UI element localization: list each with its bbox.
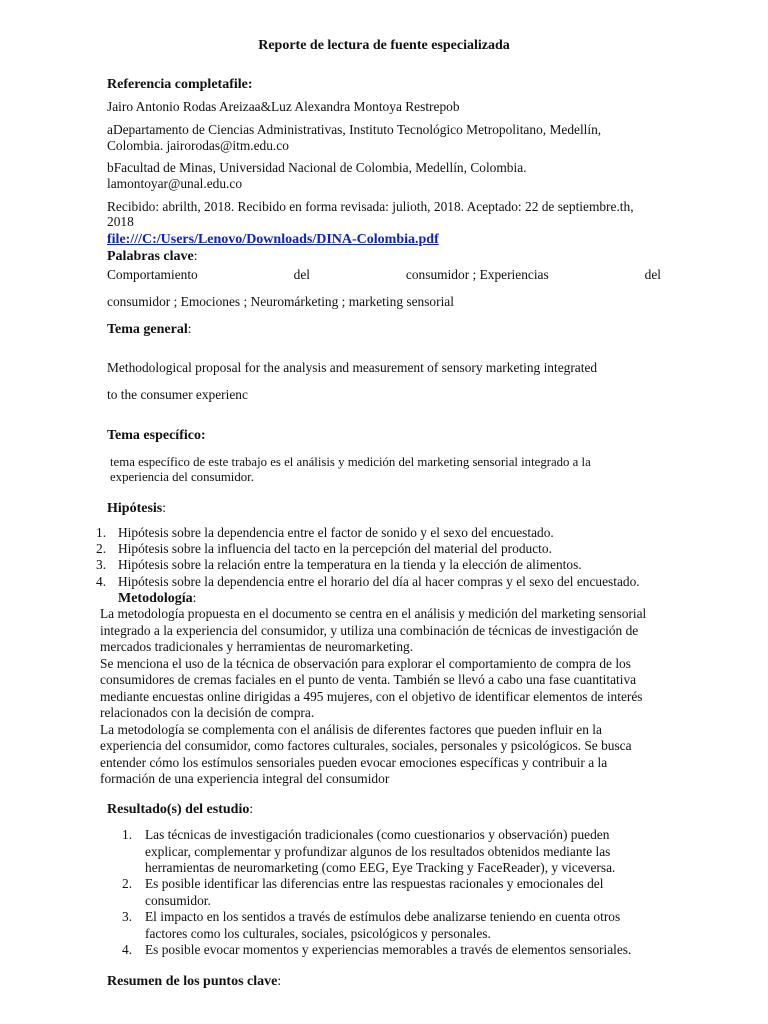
list-number: 4.: [96, 574, 107, 589]
list-number: 1.: [122, 827, 133, 842]
metodologia-label: [118, 590, 196, 608]
metodologia-line: entender cómo los estímulos sensoriales pueden evocar emociones específicas y contribuir a la: [100, 754, 608, 770]
resultados-heading: Resultado(s) del estudio: [107, 802, 250, 817]
resumen-label: [107, 973, 281, 991]
dates-line2: 2018: [107, 214, 134, 229]
list-item-text: [145, 909, 620, 942]
affiliation-a-line1: aDepartamento de Ciencias Administrativas, Instituto Tecnológico Metropolitano, Medellín,: [107, 122, 602, 137]
affiliation-a-line2: Colombia. jairorodas@itm.edu.co: [107, 138, 289, 153]
authors: Jairo Antonio Rodas Areizaa&Luz Alexandra Montoya Restrepob: [107, 99, 460, 114]
resultados-colon: :: [249, 801, 254, 816]
page-title: Reporte de lectura de fuente especializada: [258, 38, 510, 53]
tema-especifico-line2: experiencia del consumidor.: [110, 470, 254, 484]
list-item-line: herramientas de neuromarketing (como EEG, Eye Tracking y FaceReader), y viceversa.: [145, 860, 616, 875]
metodologia-line: La metodología propuesta en el documento se centra en el análisis y medición del marketing sensorial: [100, 606, 647, 621]
metodologia-line: relacionados con la decisión de compra.: [100, 705, 315, 720]
keywords-line1: [107, 267, 661, 284]
list-item-line: explicar, complementar y profundizar algunos de los resultados obtenidos mediante las: [145, 843, 611, 859]
metodologia-line: Se menciona el uso de la técnica de observación para explorar el comportamiento de compra de los: [100, 655, 631, 671]
list-item-text: [145, 942, 631, 959]
list-item-line: El impacto en los sentidos a través de estímulos debe analizarse teniendo en cuenta otros: [145, 909, 621, 924]
list-item-text: Hipótesis sobre la dependencia entre el factor de sonido y el sexo del encuestado.: [118, 525, 554, 540]
keywords-line2: consumidor ; Emociones ; Neuromárketing ; marketing sensorial: [107, 294, 454, 309]
list-item-line: factores como los culturales, sociales, psicológicos y personales.: [145, 925, 491, 941]
list-item-text: Hipótesis sobre la dependencia entre el horario del día al hacer compras y el sexo del encuestado.: [118, 574, 640, 589]
metodologia-colon: :: [192, 590, 197, 605]
hipotesis-label: [107, 500, 166, 518]
resultados-label: [107, 801, 253, 819]
list-number: 4.: [122, 942, 133, 957]
palabras-clave-label: [107, 248, 197, 266]
keyword-word: consumidor ; Experiencias: [405, 267, 549, 282]
metodologia-body: [100, 606, 646, 788]
metodologia-line: La metodología se complementa con el análisis de diferentes factores que pueden influir en la: [100, 721, 602, 737]
list-item-text: [145, 827, 615, 877]
list-item-line: Es posible identificar las diferencias entre las respuestas racionales y emocionales del: [145, 876, 604, 891]
list-item-line: Las técnicas de investigación tradicionales (como cuestionarios y observación) pueden: [145, 827, 610, 842]
tema-general-colon: :: [187, 321, 192, 336]
metodologia-line: mediante encuestas online dirigidas a 495 mujeres, con el objetivo de identificar elementos de interés: [100, 688, 643, 704]
metodologia-line: mercados tradicionales y herramientas de neuromarketing.: [100, 639, 414, 654]
list-number: 2.: [96, 541, 107, 556]
list-number: 3.: [96, 557, 107, 572]
list-number: 1.: [96, 525, 107, 540]
list-item-line: Es posible evocar momentos y experiencias memorables a través de elementos sensoriales.: [145, 942, 632, 957]
metodologia-line: experiencia del consumidor, como factores culturales, sociales, personales y psicológicos. Se busca: [100, 738, 632, 753]
referencia-heading: Referencia completafile:: [107, 77, 253, 92]
tema-general-label: [107, 321, 191, 339]
tema-especifico-heading: Tema específico:: [107, 428, 206, 443]
palabras-clave-colon: :: [193, 248, 198, 263]
list-item-line: consumidor.: [145, 892, 211, 908]
list-item-text: Hipótesis sobre la influencia del tacto en la percepción del material del producto.: [118, 541, 552, 556]
source-file-link[interactable]: file:///C:/Users/Lenovo/Downloads/DINA-Colombia.pdf: [107, 232, 439, 247]
tema-general-line2: to the consumer experienc: [107, 387, 248, 402]
hipotesis-heading: Hipótesis: [107, 501, 163, 516]
keyword-word: del: [644, 267, 661, 282]
hipotesis-colon: :: [162, 500, 166, 515]
metodologia-line: consumidores de cremas faciales en el punto de venta. También se llevó a cabo una fase cuantitativa: [100, 672, 637, 687]
list-number: 2.: [122, 876, 133, 891]
metodologia-line: formación de una experiencia integral del consumidor: [100, 771, 390, 786]
affiliation-b-line1: bFacultad de Minas, Universidad Nacional de Colombia, Medellín, Colombia.: [107, 160, 527, 175]
list-number: 3.: [122, 909, 133, 924]
tema-especifico-line1: tema específico de este trabajo es el análisis y medición del marketing sensorial integrado a la: [110, 455, 591, 469]
metodologia-line: integrado a la experiencia del consumidor, y utiliza una combinación de técnicas de investigación de: [100, 622, 639, 638]
list-item-text: Hipótesis sobre la relación entre la temperatura en la tienda y la elección de alimentos.: [118, 557, 582, 572]
tema-general-line1: Methodological proposal for the analysis and measurement of sensory marketing integrated: [107, 360, 598, 375]
resumen-colon: :: [277, 973, 282, 988]
palabras-clave-heading: Palabras clave: [107, 249, 194, 264]
dates-line1: Recibido: abrilth, 2018. Recibido en forma revisada: julioth, 2018. Aceptado: 22 de septiembre.th,: [107, 199, 634, 214]
metodologia-heading: Metodología: [118, 591, 193, 606]
keyword-word: del: [293, 267, 311, 282]
list-item-text: [145, 876, 603, 909]
tema-general-heading: Tema general: [107, 322, 188, 337]
resumen-heading: Resumen de los puntos clave: [107, 974, 278, 989]
keyword-word: Comportamiento: [107, 267, 198, 282]
affiliation-b-line2: lamontoyar@unal.edu.co: [107, 176, 243, 191]
